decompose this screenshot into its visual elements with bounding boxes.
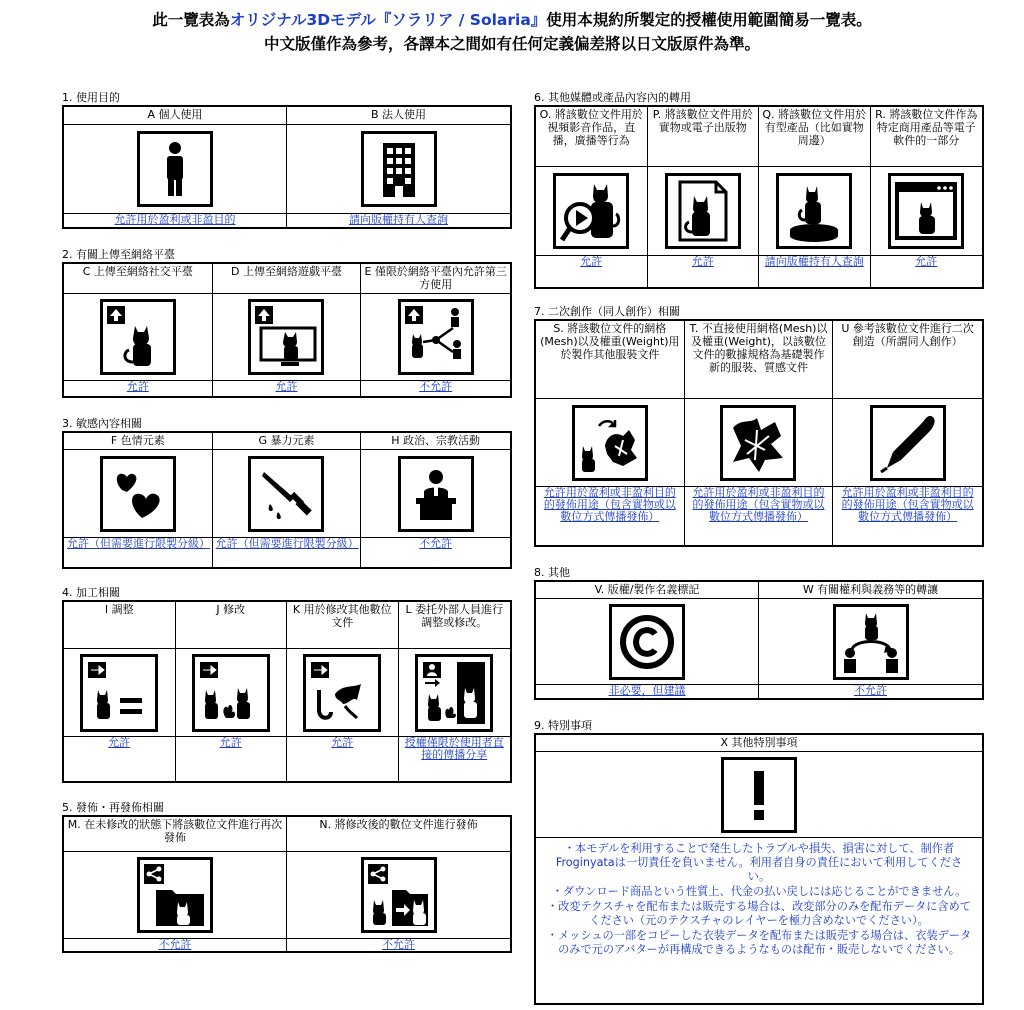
figure-icon: [776, 173, 852, 249]
copyright-icon: [609, 604, 685, 680]
item-status[interactable]: 允許用於盈利或非盈目的: [114, 214, 236, 226]
section-title: 6. 其他媒體或產品內容內的轉用: [534, 91, 691, 104]
item-label: C 上傳至網絡社交平臺: [64, 264, 212, 294]
item-q-figure: [759, 107, 871, 287]
publication-icon: [665, 173, 741, 249]
item-e-third-party: [361, 264, 510, 396]
special-note: ・改変テクスチャを配布または販売する場合は、改変部分のみを配布データに含めてください（元のテクスチャのレイヤーを極力含めないでください）。: [546, 900, 971, 927]
item-t-new-clothing: [685, 321, 834, 545]
podium-icon: [398, 456, 474, 532]
item-f-sexual: [64, 433, 213, 567]
item-label: A 個人使用: [64, 107, 286, 125]
item-label: V. 版權/製作名義標記: [536, 582, 758, 599]
section-usage-purpose: [62, 91, 512, 229]
special-note: ・ダウンロード商品という性質上、代金の払い戻しには応じることができません。: [551, 885, 967, 898]
item-status[interactable]: 允許: [915, 256, 938, 268]
hearts-icon: [100, 456, 176, 532]
software-icon: [888, 173, 964, 249]
item-status[interactable]: 允許: [691, 256, 714, 268]
item-label: K 用於修改其他數位文件: [287, 602, 398, 649]
item-p-publication: [648, 107, 760, 287]
item-s-mesh-clothing: [536, 321, 685, 545]
item-status[interactable]: 允許（但需要進行限製分級）: [215, 538, 359, 550]
mesh-clothing-icon: [572, 405, 648, 481]
item-status[interactable]: 不允許: [419, 381, 453, 393]
item-status[interactable]: 允許: [219, 737, 242, 749]
header-line-1-suffix: 使用本規約所製定的授權使用範圍簡易一覽表。: [546, 11, 872, 29]
item-label: W 有關權利與義務等的轉讓: [759, 582, 982, 599]
item-label: L 委托外部人員進行調整或修改。: [399, 602, 511, 649]
item-u-fan-creation: [833, 321, 982, 545]
section-other: [534, 566, 984, 700]
item-status[interactable]: 允許: [275, 381, 298, 393]
item-status[interactable]: 不允許: [158, 939, 192, 951]
section-media-reuse: [534, 91, 984, 289]
item-status[interactable]: 非必要，但建議: [608, 685, 686, 697]
item-b-corporate-use: [287, 107, 510, 227]
share-users-icon: [398, 299, 474, 375]
item-status[interactable]: 授權僅限於使用者直接的傳播分享: [404, 737, 504, 761]
item-label: U 參考該數位文件進行二次創造（所謂同人創作）: [833, 321, 982, 399]
header-line-2: 中文版僅作為參考，各譯本之間如有任何定義偏差將以日文版原件為準。: [263, 35, 760, 53]
item-j-modify: [176, 602, 288, 781]
item-label: D 上傳至網絡遊戲平臺: [213, 264, 361, 294]
model-name: オリジナル3Dモデル『ソラリア / Solaria』: [229, 11, 547, 29]
pen-icon: [870, 405, 946, 481]
adjust-icon: [80, 654, 158, 732]
item-status[interactable]: 允許: [126, 381, 149, 393]
item-label: Q. 將該數位文件用於有型產品（比如實物周邊）: [759, 107, 870, 167]
section-distribution: [62, 801, 512, 953]
item-label: O. 將該數位文件用於視頻影音作品，直播，廣播等行為: [536, 107, 647, 167]
section-title: 2. 有關上傳至網絡平臺: [62, 248, 175, 261]
item-label: B 法人使用: [287, 107, 510, 125]
section-upload-platform: [62, 248, 512, 398]
item-label: I 調整: [64, 602, 175, 649]
section-title: 5. 發佈・再發佈相關: [62, 801, 164, 814]
section-title: 9. 特別事項: [534, 719, 592, 732]
item-status[interactable]: 不允許: [854, 685, 887, 697]
item-label: J 修改: [176, 602, 287, 649]
item-status[interactable]: 允許: [108, 737, 131, 749]
section-sensitive-content: [62, 417, 512, 569]
item-k-modify-other: [287, 602, 399, 781]
item-label: H 政治、宗教活動: [361, 433, 510, 450]
special-note: ・本モデルを利用することで発生したトラブルや損失、損害に対して、制作者Froginyataは一切責任を負いません。利用者自身の責任において利用してください。: [555, 842, 963, 883]
section-processing: [62, 586, 512, 783]
item-status[interactable]: 請向版權持有人查詢: [349, 214, 448, 226]
item-w-transfer-rights: [759, 582, 982, 698]
item-label: P. 將該數位文件用於實物或電子出版物: [648, 107, 759, 167]
building-icon: [361, 131, 437, 207]
item-label: N. 將修改後的數位文件進行發佈: [287, 817, 510, 852]
item-x-special: [536, 735, 982, 1003]
knife-icon: [248, 456, 324, 532]
item-label: M. 在未修改的狀態下將該數位文件進行再次發佈: [64, 817, 286, 852]
item-status[interactable]: 允許用於盈利或非盈利目的的發佈用途（包含實物或以數位方式傳播發佈）: [692, 487, 825, 523]
item-c-social-upload: [64, 264, 213, 396]
redistribute-icon: [137, 857, 213, 933]
outsource-icon: [415, 654, 493, 732]
item-status[interactable]: 允許用於盈利或非盈利目的的發佈用途（包含實物或以數位方式傳播發佈）: [543, 487, 676, 523]
item-status[interactable]: 不允許: [382, 939, 415, 951]
item-status[interactable]: 允許用於盈利或非盈利目的的發佈用途（包含實物或以數位方式傳播發佈）: [841, 487, 974, 523]
video-icon: [553, 173, 629, 249]
section-title: 1. 使用目的: [62, 91, 120, 104]
item-i-adjust: [64, 602, 176, 781]
upload-cat-icon: [100, 299, 176, 375]
page-header: [0, 8, 1024, 56]
item-status[interactable]: 允許: [580, 256, 603, 268]
item-a-personal-use: [64, 107, 287, 227]
item-status[interactable]: 允許（但需要進行限製分級）: [67, 538, 210, 550]
item-label: F 色情元素: [64, 433, 212, 450]
item-r-software: [871, 107, 983, 287]
item-status[interactable]: 不允許: [419, 538, 453, 550]
transfer-icon: [833, 604, 909, 680]
distribute-modified-icon: [361, 857, 437, 933]
item-d-game-upload: [213, 264, 362, 396]
upload-cat-monitor-icon: [248, 299, 324, 375]
item-status[interactable]: 允許: [331, 737, 354, 749]
new-clothing-icon: [720, 405, 796, 481]
header-line-1: [0, 8, 1024, 32]
item-label: G 暴力元素: [213, 433, 361, 450]
section-title: 7. 二次創作（同人創作）相關: [534, 305, 680, 318]
item-v-credit-notice: [536, 582, 759, 698]
modify-other-icon: [303, 654, 381, 732]
item-h-political: [361, 433, 510, 567]
item-m-redistribute: [64, 817, 287, 951]
item-g-violence: [213, 433, 362, 567]
exclamation-icon: [721, 757, 797, 833]
item-l-outsource: [399, 602, 511, 781]
modify-icon: [192, 654, 270, 732]
item-n-distribute-modified: [287, 817, 510, 951]
section-title: 4. 加工相關: [62, 586, 120, 599]
item-o-video: [536, 107, 648, 287]
item-label: S. 將該數位文件的網格(Mesh)以及權重(Weight)用於製作其他服裝文件: [536, 321, 684, 399]
item-label: E 僅限於網絡平臺內允許第三方使用: [361, 264, 510, 294]
item-label: X 其他特別事項: [536, 735, 982, 752]
person-icon: [137, 131, 213, 207]
special-note: ・メッシュの一部をコピーした衣装データを配布または販売する場合は、衣装データのみで元のアバターが再構成できるようなものは配布・販売しないでください。: [546, 929, 972, 956]
item-label: R. 將該數位文件作為特定商用產品等電子軟件的一部分: [871, 107, 983, 167]
section-title: 8. 其他: [534, 566, 570, 579]
special-notes-list: [536, 838, 982, 962]
section-special-notes: [534, 719, 984, 1007]
section-derivative-works: [534, 305, 984, 547]
item-label: T. 不直接使用網格(Mesh)以及權重(Weight)，以該數位文件的數據規格為基礎製作新的服裝、質感文件: [685, 321, 833, 399]
header-line-1-prefix: 此一覽表為: [152, 11, 230, 29]
item-status[interactable]: 請向版權持有人查詢: [764, 256, 864, 268]
section-title: 3. 敏感內容相關: [62, 417, 142, 430]
